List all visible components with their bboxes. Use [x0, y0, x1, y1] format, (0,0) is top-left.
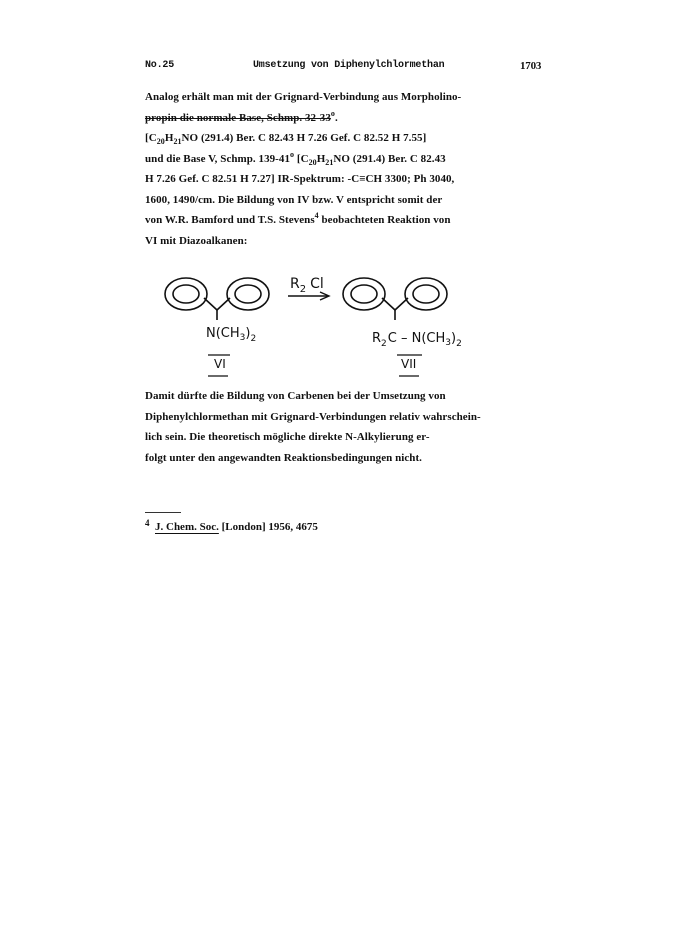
paragraph-1-line-4: und die Base V, Schmp. 139-41$^o$ [$C_{20}H_{21}NO$ (291.4) Ber. C 82.43: [145, 149, 446, 167]
running-header-title: Umsetzung von Diphenylchlormethan: [253, 60, 445, 71]
paragraph-2-line-4: folgt unter den angewandten Reaktionsbedingungen nicht.: [145, 451, 422, 464]
reagent-label: $R_2$ Cl: [290, 276, 324, 295]
paragraph-2-line-2: Diphenylchlormethan mit Grignard-Verbindungen relativ wahrschein-: [145, 410, 481, 423]
compound-label-vi: VI: [214, 357, 226, 371]
reaction-scheme: [150, 262, 530, 382]
running-header-issue: No.25: [145, 60, 175, 71]
paragraph-1-line-5: H 7.26 Gef. C 82.51 H 7.27] IR-Spektrum: -C≡CH 3300; Ph 3040,: [145, 173, 455, 185]
fluorene-structure-right: [343, 278, 447, 320]
scheme-substituent-left: $N(CH_3)_2$: [206, 326, 257, 344]
paragraph-1-line-7: von W.R. Bamford und T.S. Stevens$^4$ beobachteten Reaktion von: [145, 211, 451, 226]
footnote-journal: J. Chem. Soc.: [155, 521, 219, 533]
page-number: 1703: [520, 60, 542, 72]
paragraph-1-line-2: propin die normale Base, Schmp. 32-33$^o$.: [145, 108, 338, 124]
footnote-number: 4: [145, 518, 150, 528]
footnote: [145, 518, 318, 533]
paragraph-2-line-1: Damit dürfte die Bildung von Carbenen bei der Umsetzung von: [145, 390, 446, 402]
paragraph-1: [145, 87, 535, 251]
fluorene-structure-left: [165, 278, 269, 320]
paragraph-2: [145, 386, 535, 468]
footnote-citation: [London] 1956, 4675: [218, 521, 318, 533]
footnote-separator: [145, 512, 181, 513]
paragraph-1-line-6: 1600, 1490/cm. Die Bildung von IV bzw. V entspricht somit der: [145, 193, 443, 206]
paragraph-2-line-3: lich sein. Die theoretisch mögliche direkte N-Alkylierung er-: [145, 431, 430, 443]
footnote-reference: 4: [314, 211, 319, 220]
struck-text: propin die normale Base, Schmp. 32-33: [145, 111, 331, 124]
paragraph-1-line-1: Analog erhält man mit der Grignard-Verbindung aus Morpholino-: [145, 91, 462, 103]
paragraph-1-line-3: [$C_{20}H_{21}NO$ (291.4) Ber. C 82.43 H 7.26 Gef. C 82.52 H 7.55]: [145, 132, 427, 146]
compound-label-vii: VII: [401, 357, 417, 371]
paragraph-1-line-8: VI mit Diazoalkanen:: [145, 234, 248, 247]
scheme-substituent-right: $R_2C - N(CH_3)_2$: [372, 331, 462, 349]
